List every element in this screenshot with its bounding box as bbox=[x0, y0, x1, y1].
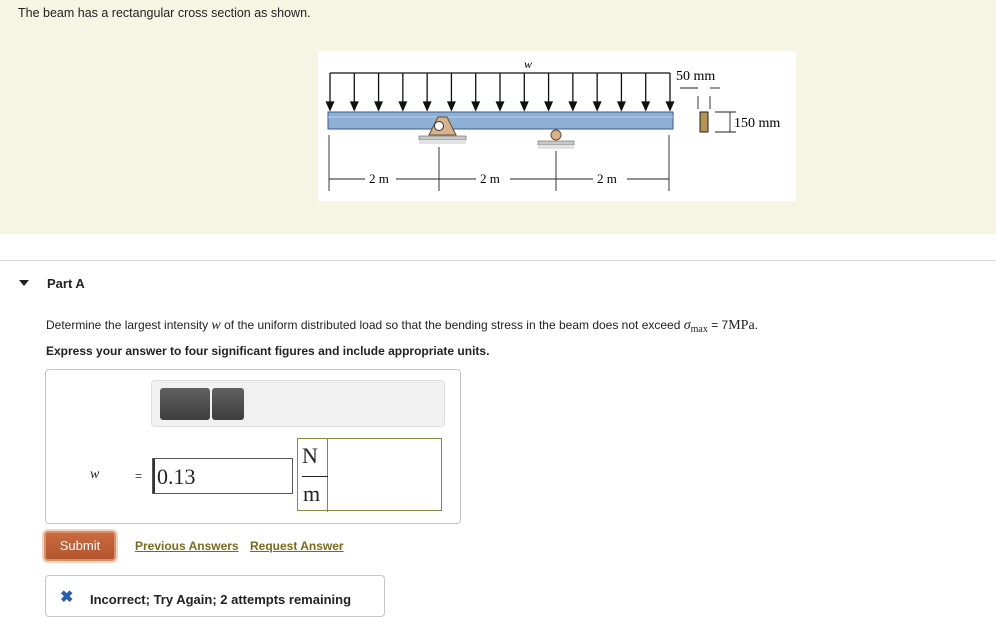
beam bbox=[328, 112, 673, 129]
question-text: Determine the largest intensity w of the uniform distributed load so that the bending stress in the beam does not exceed $\sigma_{max} = 7MPa$. bbox=[46, 318, 759, 335]
unit-denominator[interactable]: m bbox=[303, 481, 321, 506]
load-arrowhead bbox=[327, 102, 334, 110]
load-arrowhead bbox=[618, 102, 625, 110]
span-3-label: 2 m bbox=[597, 171, 617, 186]
load-label: w bbox=[524, 57, 533, 71]
problem-statement-panel bbox=[0, 0, 996, 234]
symbols-button[interactable] bbox=[212, 388, 244, 420]
answer-box bbox=[45, 369, 461, 524]
collapse-caret-icon[interactable] bbox=[19, 280, 29, 286]
distributed-load bbox=[327, 73, 674, 110]
load-arrowhead bbox=[351, 102, 358, 110]
answer-value-input[interactable]: 0.13 bbox=[152, 458, 293, 494]
load-arrowhead bbox=[521, 102, 528, 110]
span-1-label: 2 m bbox=[369, 171, 389, 186]
previous-answers-link[interactable]: Previous Answers bbox=[135, 539, 239, 553]
load-arrowhead bbox=[375, 102, 382, 110]
load-arrowhead bbox=[399, 102, 406, 110]
load-arrowhead bbox=[667, 102, 674, 110]
fraction-bar bbox=[302, 476, 328, 477]
instruction-text: Express your answer to four significant figures and include appropriate units. bbox=[46, 344, 490, 358]
roller-support bbox=[538, 130, 574, 149]
load-arrowhead bbox=[545, 102, 552, 110]
request-answer-link[interactable]: Request Answer bbox=[250, 539, 344, 553]
load-arrowhead bbox=[424, 102, 431, 110]
unit-fraction[interactable] bbox=[298, 439, 328, 512]
load-arrowhead bbox=[472, 102, 479, 110]
unit-numerator[interactable]: N bbox=[302, 443, 318, 468]
math-toolbar bbox=[151, 380, 445, 427]
load-arrowhead bbox=[448, 102, 455, 110]
section-divider bbox=[0, 260, 996, 261]
submit-button[interactable]: Submit bbox=[44, 531, 116, 561]
load-arrowhead bbox=[594, 102, 601, 110]
templates-button[interactable] bbox=[160, 388, 210, 420]
feedback-box bbox=[45, 575, 385, 617]
span-2-label: 2 m bbox=[480, 171, 500, 186]
x-icon: ✖ bbox=[60, 589, 74, 606]
answer-units-input[interactable] bbox=[297, 438, 442, 511]
cross-section bbox=[680, 88, 736, 132]
load-arrowhead bbox=[497, 102, 504, 110]
answer-variable: w bbox=[90, 467, 100, 482]
beam-diagram bbox=[318, 51, 796, 201]
load-arrowhead bbox=[569, 102, 576, 110]
section-width-label: 50 mm bbox=[676, 69, 716, 84]
part-title[interactable]: Part A bbox=[47, 276, 85, 291]
beam-figure bbox=[318, 51, 796, 201]
section-height-label: 150 mm bbox=[734, 116, 781, 131]
equals-sign: = bbox=[135, 469, 143, 483]
problem-intro: The beam has a rectangular cross section as shown. bbox=[18, 6, 311, 20]
load-arrowhead bbox=[642, 102, 649, 110]
feedback-message: Incorrect; Try Again; 2 attempts remaining bbox=[90, 592, 352, 607]
